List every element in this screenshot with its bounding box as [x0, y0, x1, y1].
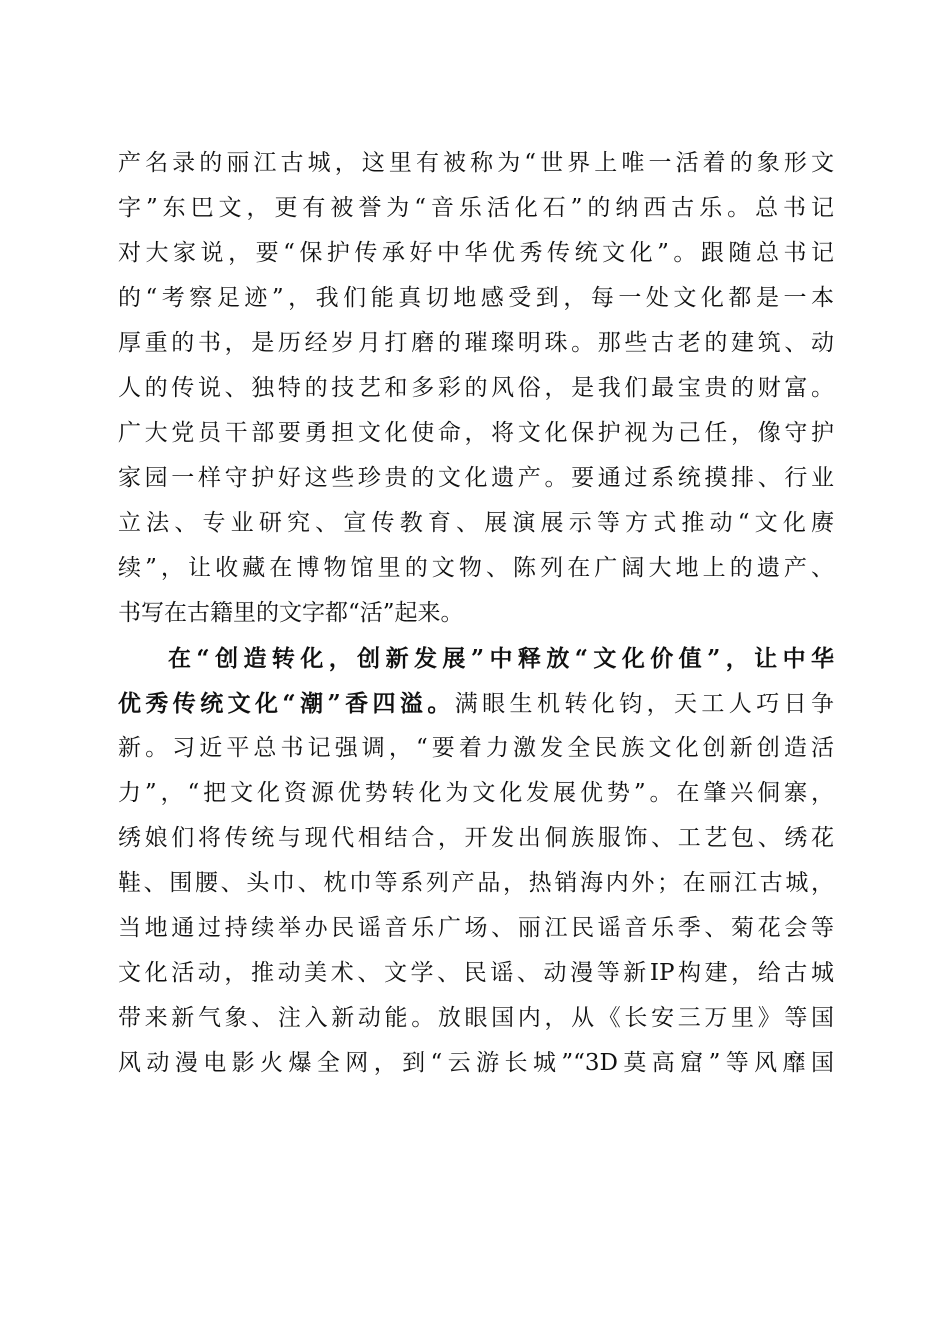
text-line: 带来新气象、注入新动能。放眼国内，从《长安三万里》等国 — [118, 1005, 834, 1031]
paragraph-2 — [118, 636, 834, 1086]
text-line: 风动漫电影火爆全网，到“云游长城”“3D莫高窟”等风靡国 — [118, 1050, 834, 1076]
text-span: 满眼生机转化钧，天工人巧日争 — [454, 691, 834, 717]
text-line: 书写在古籍里的文字都“活”起来。 — [118, 600, 464, 626]
body-text — [118, 141, 834, 1086]
text-line: 字”东巴文，更有被誉为“音乐活化石”的纳西古乐。总书记 — [118, 195, 834, 221]
text-line: 家园一样守护好这些珍贵的文化遗产。要通过系统摸排、行业 — [118, 465, 834, 491]
paragraph-heading-line: 在“创造转化，创新发展”中释放“文化价值”，让中华 — [168, 645, 834, 672]
paragraph-heading-tail: 优秀传统文化“潮”香四溢。 — [118, 690, 455, 717]
text-line: 的“考察足迹”，我们能真切地感受到，每一处文化都是一本 — [118, 285, 834, 311]
text-line: 对大家说，要“保护传承好中华优秀传统文化”。跟随总书记 — [118, 240, 834, 266]
text-line: 鞋、围腰、头巾、枕巾等系列产品，热销海内外；在丽江古城， — [118, 870, 834, 896]
text-line: 广大党员干部要勇担文化使命，将文化保护视为己任，像守护 — [118, 420, 834, 446]
text-line: 绣娘们将传统与现代相结合，开发出侗族服饰、工艺包、绣花 — [118, 825, 834, 851]
text-line-mixed — [118, 681, 834, 726]
text-line: 新。习近平总书记强调，“要着力激发全民族文化创新创造活 — [118, 735, 834, 761]
text-line: 力”，“把文化资源优势转化为文化发展优势”。在肇兴侗寨， — [118, 780, 834, 806]
text-line: 厚重的书，是历经岁月打磨的璀璨明珠。那些古老的建筑、动 — [118, 330, 834, 356]
paragraph-1 — [118, 141, 834, 636]
text-line: 立法、专业研究、宣传教育、展演展示等方式推动“文化赓 — [118, 510, 834, 536]
text-line: 续”，让收藏在博物馆里的文物、陈列在广阔大地上的遗产、 — [118, 555, 834, 581]
text-line: 当地通过持续举办民谣音乐广场、丽江民谣音乐季、菊花会等 — [118, 915, 834, 941]
text-line: 人的传说、独特的技艺和多彩的风俗，是我们最宝贵的财富。 — [118, 375, 834, 401]
text-line: 文化活动，推动美术、文学、民谣、动漫等新IP构建，给古城 — [118, 960, 834, 986]
text-line: 产名录的丽江古城，这里有被称为“世界上唯一活着的象形文 — [118, 150, 834, 176]
